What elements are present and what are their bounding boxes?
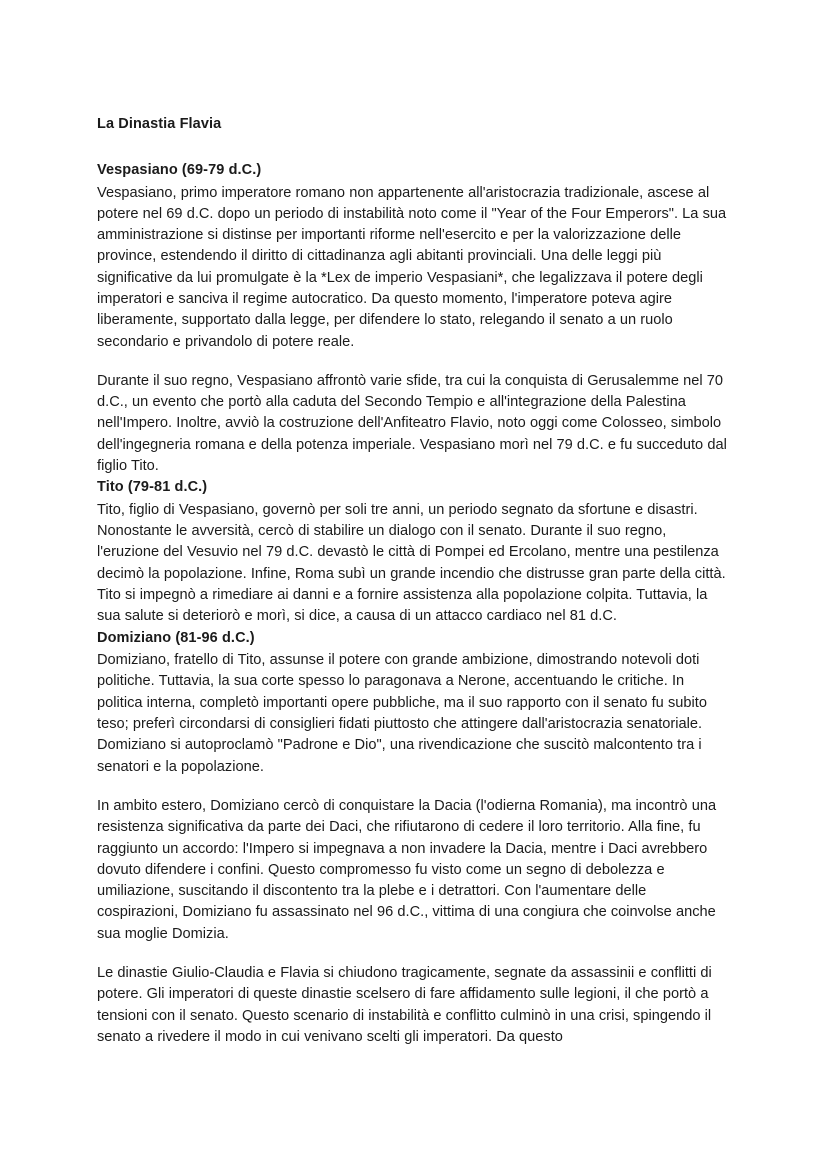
paragraph: Vespasiano, primo imperatore romano non appartenente all'aristocrazia tradizionale, ascese al potere nel 69 d.C. dopo un periodo di instabilità noto come il "Year of the Four Emperors". La sua amministrazione si distinse per importanti riforme nell'esercito e per la valorizzazione delle province, estendendo il diritto di cittadinanza agli abitanti provinciali. Una delle leggi più significative da lui promulgate è la *Lex de imperio Vespasiani*, che legalizzava il potere degli imperatori e sanciva il regime autocratico. Da questo momento, l'imperatore poteva agire liberamente, supportato dalla legge, per difendere lo stato, relegando il senato a un ruolo secondario e privandolo di potere reale. — [97, 184, 727, 350]
page-title: La Dinastia Flavia — [97, 116, 222, 132]
section-heading-tito: Tito (79-81 d.C.) — [97, 479, 208, 496]
section-heading-domiziano: Domiziano (81-96 d.C.) — [97, 629, 255, 646]
section-tito — [97, 477, 727, 627]
paragraph: Domiziano, fratello di Tito, assunse il potere con grande ambizione, dimostrando notevoli doti politiche. Tuttavia, la sua corte spesso lo paragonava a Nerone, accentuando le critiche. In politica interna, completò importanti opere pubbliche, ma il suo rapporto con il senato fu subito teso; preferì circondarsi di consiglieri fidati piuttosto che attingere dall'aristocrazia senatoriale. Domiziano si autoproclamò "Padrone e Dio", una rivendicazione che suscitò malcontento tra i senatori e la popolazione. — [97, 652, 707, 775]
section-domiziano — [97, 628, 727, 1049]
paragraph: Tito, figlio di Vespasiano, governò per soli tre anni, un periodo segnato da sfortune e disastri. Nonostante le avversità, cercò di stabilire un dialogo con il senato. Durante il suo regno, l'eruzione del Vesuvio nel 79 d.C. devastò le città di Pompei ed Ercolano, mentre una pestilenza decimò la popolazione. Infine, Roma subì un grande incendio che distrusse gran parte della città. Tito si impegnò a rimediare ai danni e a fornire assistenza alla popolazione colpita. Tuttavia, la sua salute si deteriorò e morì, si dice, a causa di un attacco cardiaco nel 81 d.C. — [97, 501, 726, 625]
section-heading-vespasiano: Vespasiano (69-79 d.C.) — [97, 162, 262, 178]
paragraph: In ambito estero, Domiziano cercò di conquistare la Dacia (l'odierna Romania), ma incontrò una resistenza significativa da parte dei Daci, che rifiutarono di cedere il loro territorio. Alla fine, fu raggiunto un accordo: l'Impero si impegnava a non invadere la Dacia, mentre i Daci avrebbero dovuto difendere i confini. Questo compromesso fu visto come un segno di debolezza e umiliazione, suscitando il discontento tra la plebe e i detrattori. Con l'aumentare delle cospirazioni, Domiziano fu assassinato nel 96 d.C., vittima di una congiura che coinvolse anche sua moglie Domizia. — [97, 797, 717, 942]
section-vespasiano — [97, 160, 727, 477]
paragraph: Le dinastie Giulio-Claudia e Flavia si chiudono tragicamente, segnate da assassinii e conflitti di potere. Gli imperatori di queste dinastie scelsero di fare affidamento sulle legioni, il che portò a tensioni con il senato. Questo scenario di instabilità e conflitto culminò in una crisi, spingendo il senato a rivedere il modo in cui venivano scelti gli imperatori. Da questo — [97, 965, 712, 1045]
paragraph: Durante il suo regno, Vespasiano affrontò varie sfide, tra cui la conquista di Gerusalemme nel 70 d.C., un evento che portò alla caduta del Secondo Tempio e all'integrazione della Palestina nell'Impero. Inoltre, avviò la costruzione dell'Anfiteatro Flavio, noto oggi come Colosseo, simbolo dell'ingegneria romana e della potenza imperiale. Vespasiano morì nel 79 d.C. e fu succeduto dal figlio Tito. — [97, 372, 727, 475]
document-body — [97, 114, 727, 1048]
